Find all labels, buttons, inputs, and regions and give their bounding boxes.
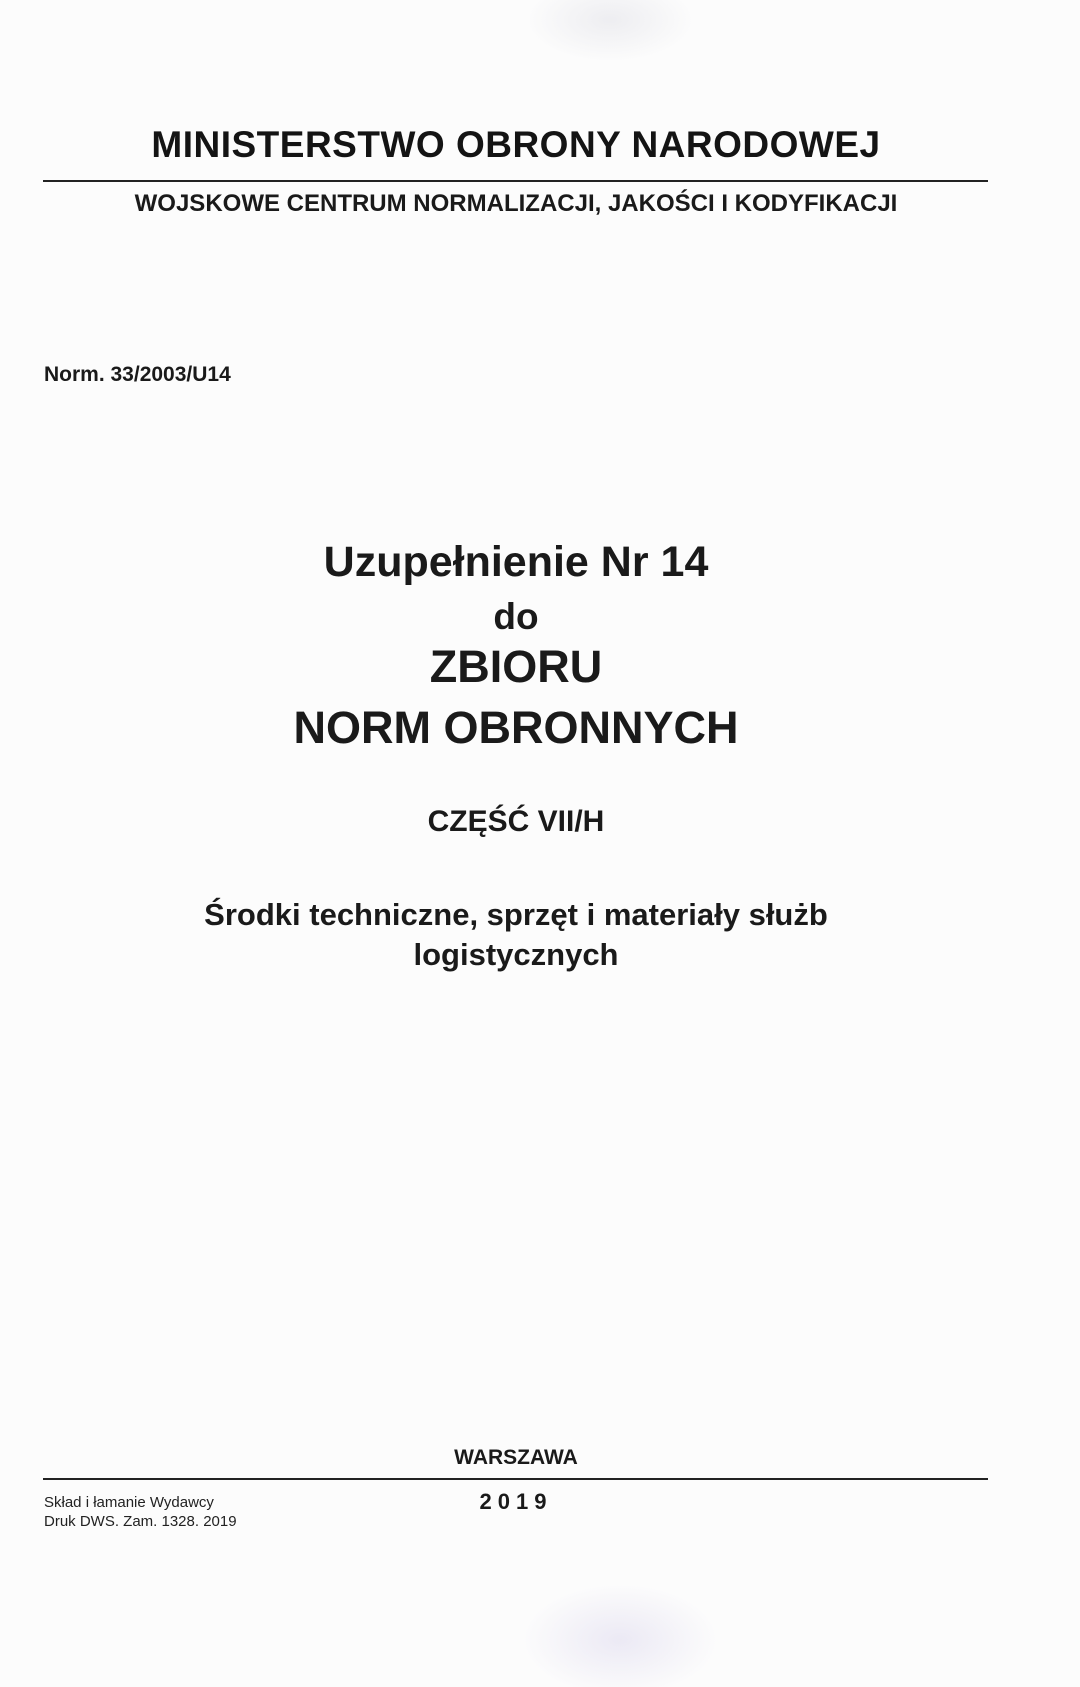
centre-heading: WOJSKOWE CENTRUM NORMALIZACJI, JAKOŚCI I KODYFIKACJI — [134, 190, 898, 217]
header-divider — [43, 180, 988, 182]
subject-line-2: logistycznych — [413, 937, 619, 972]
subject-line-1: Środki techniczne, sprzęt i materiały służb — [204, 897, 828, 932]
ministry-heading: MINISTERSTWO OBRONY NARODOWEJ — [151, 124, 881, 165]
imprint — [44, 1493, 237, 1531]
publication-city: WARSZAWA — [454, 1446, 578, 1469]
part-heading: CZĘŚĆ VII/H — [427, 805, 605, 838]
imprint-line-2: Druk DWS. Zam. 1328. 2019 — [44, 1513, 237, 1530]
imprint-line-1: Skład i łamanie Wydawcy — [44, 1494, 214, 1511]
subject-text — [0, 895, 1032, 975]
norm-code: Norm. 33/2003/U14 — [44, 363, 231, 386]
title-zbioru: ZBIORU — [429, 641, 603, 692]
title-norm: NORM OBRONNYCH — [293, 702, 739, 753]
publication-year: 2019 — [479, 1489, 553, 1514]
title-do: do — [493, 596, 539, 637]
footer-divider — [43, 1478, 988, 1480]
title-supplement: Uzupełnienie Nr 14 — [323, 538, 709, 586]
